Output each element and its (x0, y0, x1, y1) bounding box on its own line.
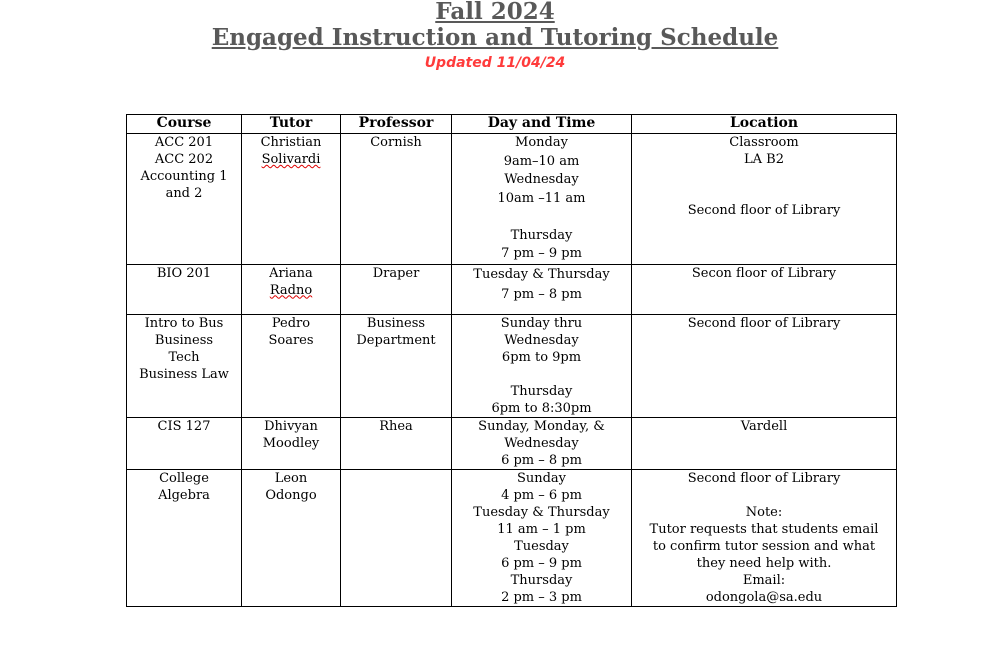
table-row (127, 314, 897, 417)
column-header-day-time: Day and Time (452, 115, 632, 134)
course-cell: BIO 201 (127, 264, 242, 314)
tutor-first-name: Dhivyan (264, 418, 318, 434)
day-time-cell: Tuesday & Thursday 7 pm – 8 pm (452, 264, 632, 314)
course-cell: ACC 201 ACC 202 Accounting 1 and 2 (127, 134, 242, 265)
table-row (127, 134, 897, 265)
location-cell: Second floor of Library Note: Tutor requests that students email to confirm tutor session and what they need help with. Email: odongola@sa.edu (632, 469, 897, 606)
table-row (127, 417, 897, 469)
professor-cell: Business Department (341, 314, 452, 417)
day-time-cell: Monday 9am–10 am Wednesday 10am –11 am Thursday 7 pm – 9 pm (452, 134, 632, 265)
tutor-last-name: Soares (268, 332, 314, 348)
course-cell: College Algebra (127, 469, 242, 606)
professor-cell: Cornish (341, 134, 452, 265)
column-header-professor: Professor (341, 115, 452, 134)
day-time-cell: Sunday, Monday, & Wednesday 6 pm – 8 pm (452, 417, 632, 469)
table-row (127, 469, 897, 606)
tutor-last-name: Odongo (265, 487, 317, 503)
table-row (127, 264, 897, 314)
document-title: Fall 2024 (435, 0, 555, 25)
day-time-cell: Sunday thru Wednesday 6pm to 9pm Thursday 6pm to 8:30pm (452, 314, 632, 417)
location-cell: Secon floor of Library (632, 264, 897, 314)
location-cell: Second floor of Library (632, 314, 897, 417)
tutor-last-name: Moodley (262, 435, 320, 451)
schedule-table (126, 114, 897, 607)
location-cell: Vardell (632, 417, 897, 469)
professor-cell (341, 469, 452, 606)
tutor-last-name: Solivardi (261, 152, 321, 167)
tutor-first-name: Ariana (269, 265, 313, 281)
location-cell: Classroom LA B2 Second floor of Library (632, 134, 897, 265)
column-header-course: Course (127, 115, 242, 134)
tutor-last-name: Radno (269, 282, 313, 298)
tutor-cell (242, 469, 341, 606)
tutor-cell (242, 417, 341, 469)
tutor-cell (242, 264, 341, 314)
column-header-location: Location (632, 115, 897, 134)
tutor-cell (242, 314, 341, 417)
document-subtitle: Engaged Instruction and Tutoring Schedule (211, 24, 779, 51)
tutor-first-name: Christian (260, 135, 322, 150)
professor-cell: Draper (341, 264, 452, 314)
professor-cell: Rhea (341, 417, 452, 469)
course-cell: Intro to Bus Business Tech Business Law (127, 314, 242, 417)
tutor-cell (242, 134, 341, 265)
tutor-first-name: Pedro (271, 315, 311, 331)
table-header-row (127, 115, 897, 134)
day-time-cell: Sunday 4 pm – 6 pm Tuesday & Thursday 11 am – 1 pm Tuesday 6 pm – 9 pm Thursday 2 pm – 3 pm (452, 469, 632, 606)
tutor-first-name: Leon (274, 470, 308, 486)
column-header-tutor: Tutor (242, 115, 341, 134)
updated-date: Updated 11/04/24 (424, 55, 566, 71)
course-cell: CIS 127 (127, 417, 242, 469)
